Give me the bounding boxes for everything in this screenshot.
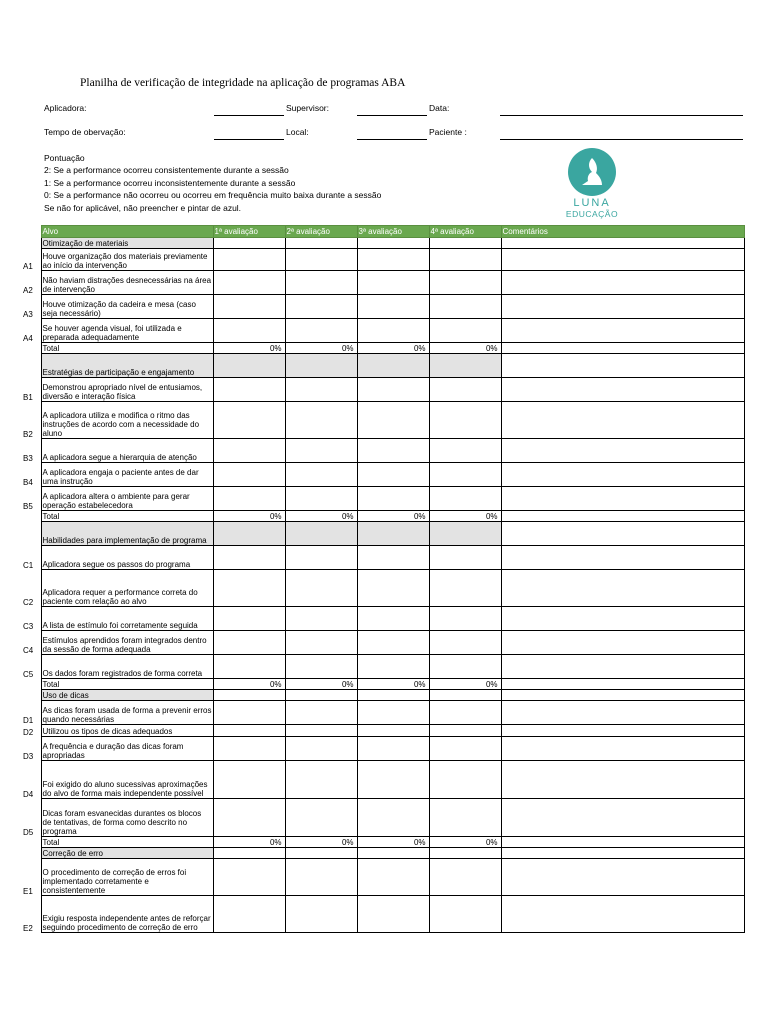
total-value: 0% [213,679,285,690]
score-cell[interactable] [357,271,429,295]
score-cell[interactable] [357,859,429,896]
total-value: 0% [357,343,429,354]
score-cell[interactable] [429,655,501,679]
total-value: 0% [357,837,429,848]
section-code-cell [22,522,41,546]
score-cell[interactable] [429,319,501,343]
item-code: B1 [22,378,41,402]
score-cell[interactable] [285,859,357,896]
item-code: B4 [22,463,41,487]
section-blank-cell [285,848,357,859]
score-cell[interactable] [357,607,429,631]
score-cell[interactable] [285,655,357,679]
item-code: D5 [22,799,41,837]
comment-cell[interactable] [501,896,744,933]
total-code-cell [22,837,41,848]
section-code-cell [22,848,41,859]
item-text: Houve organização dos materiais previamente ao início da intervenção [41,249,213,271]
section-blank-cell [357,690,429,701]
item-code: A1 [22,249,41,271]
item-text: O procedimento de correção de erros foi implementado corretamente e consistentemente [41,859,213,896]
item-code: D4 [22,761,41,799]
page-title: Planilha de verificação de integridade na aplicação de programas ABA [80,77,406,89]
local-label: Local: [286,127,309,137]
total-value: 0% [213,511,285,522]
item-code: E1 [22,859,41,896]
total-comment-cell [501,511,744,522]
score-cell[interactable] [357,655,429,679]
total-value: 0% [285,343,357,354]
total-label: Total [41,343,213,354]
section-blank-cell [429,690,501,701]
table-row [22,570,744,607]
score-cell[interactable] [213,402,285,439]
comment-cell[interactable] [501,799,744,837]
score-cell[interactable] [357,570,429,607]
header-cell: 1ª avaliação [213,226,285,238]
comment-cell[interactable] [501,546,744,570]
total-value: 0% [429,511,501,522]
section-row [22,848,744,859]
section-blank-cell [501,522,744,546]
total-value: 0% [429,343,501,354]
comment-cell[interactable] [501,271,744,295]
score-cell[interactable] [213,570,285,607]
table-row [22,271,744,295]
score-cell[interactable] [213,725,285,737]
item-text: As dicas foram usada de forma a prevenir erros quando necessárias [41,701,213,725]
comment-cell[interactable] [501,295,744,319]
section-title: Habilidades para implementação de programa [41,522,213,546]
score-cell[interactable] [429,295,501,319]
score-cell[interactable] [213,319,285,343]
comment-cell[interactable] [501,701,744,725]
luna-logo [556,148,628,220]
score-cell[interactable] [285,463,357,487]
score-cell[interactable] [213,439,285,463]
table-row [22,295,744,319]
score-cell[interactable] [429,631,501,655]
item-code: A4 [22,319,41,343]
table-row [22,487,744,511]
header-cell: Alvo [41,226,213,238]
table-row [22,402,744,439]
total-label: Total [41,837,213,848]
item-code: C3 [22,607,41,631]
score-cell[interactable] [213,607,285,631]
score-cell[interactable] [429,249,501,271]
score-cell[interactable] [429,271,501,295]
tempo-field[interactable] [214,139,284,140]
total-comment-cell [501,837,744,848]
score-cell[interactable] [285,487,357,511]
paciente-field[interactable] [500,139,743,140]
item-text: A aplicadora segue a hierarquia de atenção [41,439,213,463]
score-cell[interactable] [429,701,501,725]
score-cell[interactable] [285,737,357,761]
scoring-line-2: 2: Se a performance ocorreu consistentemente durante a sessão [44,165,289,176]
item-code: B2 [22,402,41,439]
score-cell[interactable] [285,249,357,271]
comment-cell[interactable] [501,487,744,511]
section-code-cell [22,238,41,249]
section-blank-cell [213,690,285,701]
section-blank-cell [213,238,285,249]
table-row [22,655,744,679]
score-cell[interactable] [357,725,429,737]
comment-cell[interactable] [501,402,744,439]
supervisor-label: Supervisor: [286,103,329,113]
score-cell[interactable] [285,439,357,463]
header-code-cell [22,226,41,238]
total-row [22,837,744,848]
section-blank-cell [213,848,285,859]
aplicadora-field[interactable] [214,115,284,116]
section-title: Correção de erro [41,848,213,859]
item-text: Utilizou os tipos de dicas adequados [41,725,213,737]
score-cell[interactable] [429,378,501,402]
header-cell: 3ª avaliação [357,226,429,238]
section-blank-cell [501,354,744,378]
section-row [22,354,744,378]
scoring-title: Pontuação [44,153,85,163]
supervisor-field[interactable] [357,115,427,116]
score-cell[interactable] [213,701,285,725]
score-cell[interactable] [357,546,429,570]
total-value: 0% [357,511,429,522]
total-value: 0% [285,837,357,848]
score-cell[interactable] [285,799,357,837]
section-code-cell [22,690,41,701]
score-cell[interactable] [213,271,285,295]
local-field[interactable] [357,139,427,140]
score-cell[interactable] [285,701,357,725]
logo-text-educacao: EDUCAÇÃO [565,209,619,219]
section-title: Otimização de materiais [41,238,213,249]
section-blank-cell [501,690,744,701]
total-value: 0% [213,343,285,354]
header-cell: 2ª avaliação [285,226,357,238]
total-label: Total [41,511,213,522]
tempo-label: Tempo de obervação: [44,127,126,137]
score-cell[interactable] [357,295,429,319]
score-cell[interactable] [429,725,501,737]
section-blank-cell [429,848,501,859]
item-text: Dicas foram esvanecidas durantes os blocos de tentativas, de forma como descrito no programa [41,799,213,837]
item-text: A aplicadora engaja o paciente antes de dar uma instrução [41,463,213,487]
integrity-table [22,225,745,933]
section-blank-cell [429,522,501,546]
total-row [22,511,744,522]
table-row [22,761,744,799]
score-cell[interactable] [357,439,429,463]
section-row [22,238,744,249]
score-cell[interactable] [285,402,357,439]
score-cell[interactable] [429,402,501,439]
score-cell[interactable] [357,249,429,271]
section-blank-cell [501,848,744,859]
score-cell[interactable] [285,761,357,799]
comment-cell[interactable] [501,570,744,607]
comment-cell[interactable] [501,249,744,271]
score-cell[interactable] [285,725,357,737]
total-value: 0% [285,679,357,690]
table-row [22,463,744,487]
score-cell[interactable] [429,570,501,607]
item-text: A lista de estímulo foi corretamente seguida [41,607,213,631]
section-code-cell [22,354,41,378]
comment-cell[interactable] [501,607,744,631]
comment-cell[interactable] [501,439,744,463]
item-text: Estímulos aprendidos foram integrados dentro da sessão de forma adequada [41,631,213,655]
score-cell[interactable] [213,737,285,761]
item-code: E2 [22,896,41,933]
score-cell[interactable] [213,655,285,679]
section-blank-cell [357,522,429,546]
comment-cell[interactable] [501,859,744,896]
score-cell[interactable] [213,546,285,570]
total-row [22,343,744,354]
score-cell[interactable] [213,761,285,799]
comment-cell[interactable] [501,631,744,655]
section-row [22,522,744,546]
item-code: C4 [22,631,41,655]
comment-cell[interactable] [501,378,744,402]
score-cell[interactable] [285,570,357,607]
table-row [22,607,744,631]
item-text: A aplicadora utiliza e modifica o ritmo das instruções de acordo com a necessidade do aluno [41,402,213,439]
item-text: Os dados foram registrados de forma correta [41,655,213,679]
scoring-line-0: 0: Se a performance não ocorreu ou ocorreu em frequência muito baixa durante a sessão [44,190,382,201]
item-code: A2 [22,271,41,295]
table-row [22,319,744,343]
total-value: 0% [429,837,501,848]
score-cell[interactable] [429,546,501,570]
score-cell[interactable] [285,378,357,402]
total-value: 0% [213,837,285,848]
comment-cell[interactable] [501,761,744,799]
table-row [22,859,744,896]
section-blank-cell [285,690,357,701]
score-cell[interactable] [357,737,429,761]
header-cell: 4ª avaliação [429,226,501,238]
table-row [22,378,744,402]
score-cell[interactable] [213,487,285,511]
table-row [22,799,744,837]
item-text: Exigiu resposta independente antes de reforçar seguindo procedimento de correção de erro [41,896,213,933]
score-cell[interactable] [213,295,285,319]
comment-cell[interactable] [501,737,744,761]
score-cell[interactable] [429,896,501,933]
total-code-cell [22,511,41,522]
item-text: Aplicadora requer a performance correta do paciente com relação ao alvo [41,570,213,607]
score-cell[interactable] [429,859,501,896]
item-code: B3 [22,439,41,463]
score-cell[interactable] [357,896,429,933]
score-cell[interactable] [429,799,501,837]
total-value: 0% [357,679,429,690]
score-cell[interactable] [285,319,357,343]
item-text: Se houver agenda visual, foi utilizada e preparada adequadamente [41,319,213,343]
item-code: B5 [22,487,41,511]
item-text: Não haviam distrações desnecessárias na área de intervenção [41,271,213,295]
table-row [22,249,744,271]
score-cell[interactable] [213,631,285,655]
section-blank-cell [357,354,429,378]
score-cell[interactable] [285,607,357,631]
item-code: D3 [22,737,41,761]
score-cell[interactable] [357,463,429,487]
score-cell[interactable] [213,896,285,933]
section-title: Uso de dicas [41,690,213,701]
score-cell[interactable] [357,761,429,799]
score-cell[interactable] [429,487,501,511]
data-field[interactable] [500,115,743,116]
section-blank-cell [285,522,357,546]
comment-cell[interactable] [501,655,744,679]
score-cell[interactable] [429,607,501,631]
item-text: Aplicadora segue os passos do programa [41,546,213,570]
total-code-cell [22,679,41,690]
table-row [22,701,744,725]
section-blank-cell [429,354,501,378]
score-cell[interactable] [357,487,429,511]
item-code: D2 [22,725,41,737]
score-cell[interactable] [285,896,357,933]
comment-cell[interactable] [501,319,744,343]
score-cell[interactable] [285,271,357,295]
total-comment-cell [501,679,744,690]
score-cell[interactable] [213,378,285,402]
score-cell[interactable] [357,631,429,655]
total-code-cell [22,343,41,354]
score-cell[interactable] [357,402,429,439]
table-row [22,631,744,655]
score-cell[interactable] [285,546,357,570]
score-cell[interactable] [429,737,501,761]
item-text: Foi exigido do aluno sucessivas aproximações do alvo de forma mais independente possível [41,761,213,799]
table-row [22,737,744,761]
section-blank-cell [357,848,429,859]
table-row [22,896,744,933]
comment-cell[interactable] [501,463,744,487]
total-label: Total [41,679,213,690]
score-cell[interactable] [357,319,429,343]
section-blank-cell [429,238,501,249]
item-text: A aplicadora altera o ambiente para gerar operação estabelecedora [41,487,213,511]
section-blank-cell [501,238,744,249]
section-title: Estratégias de participação e engajamento [41,354,213,378]
section-blank-cell [357,238,429,249]
scoring-legend [44,152,381,214]
score-cell[interactable] [357,799,429,837]
item-code: C5 [22,655,41,679]
total-value: 0% [429,679,501,690]
table-row [22,439,744,463]
table-row [22,725,744,737]
paciente-label: Paciente : [429,127,467,137]
item-code: A3 [22,295,41,319]
item-text: Demonstrou apropriado nível de entusiamos, diversão e interação física [41,378,213,402]
item-code: D1 [22,701,41,725]
score-cell[interactable] [213,463,285,487]
score-cell[interactable] [429,439,501,463]
section-blank-cell [213,522,285,546]
table-row [22,546,744,570]
score-cell[interactable] [357,701,429,725]
total-comment-cell [501,343,744,354]
logo-text-luna: LUNA [573,197,611,209]
comment-cell[interactable] [501,725,744,737]
score-cell[interactable] [285,631,357,655]
section-row [22,690,744,701]
aplicadora-label: Aplicadora: [44,103,87,113]
table-header [22,226,744,238]
score-cell[interactable] [213,859,285,896]
item-text: A frequência e duração das dicas foram apropriadas [41,737,213,761]
header-cell: Comentários [501,226,744,238]
score-cell[interactable] [357,378,429,402]
scoring-line-1: 1: Se a performance ocorreu inconsistentemente durante a sessão [44,177,296,188]
data-label: Data: [429,103,450,113]
score-cell[interactable] [285,295,357,319]
section-blank-cell [285,238,357,249]
score-cell[interactable] [213,799,285,837]
total-value: 0% [285,511,357,522]
score-cell[interactable] [429,761,501,799]
score-cell[interactable] [429,463,501,487]
item-code: C1 [22,546,41,570]
total-row [22,679,744,690]
score-cell[interactable] [213,249,285,271]
section-blank-cell [213,354,285,378]
item-code: C2 [22,570,41,607]
section-blank-cell [285,354,357,378]
item-text: Houve otimização da cadeira e mesa (caso seja necessário) [41,295,213,319]
scoring-not-applicable: Se não for aplicável, não preencher e pintar de azul. [44,202,242,213]
